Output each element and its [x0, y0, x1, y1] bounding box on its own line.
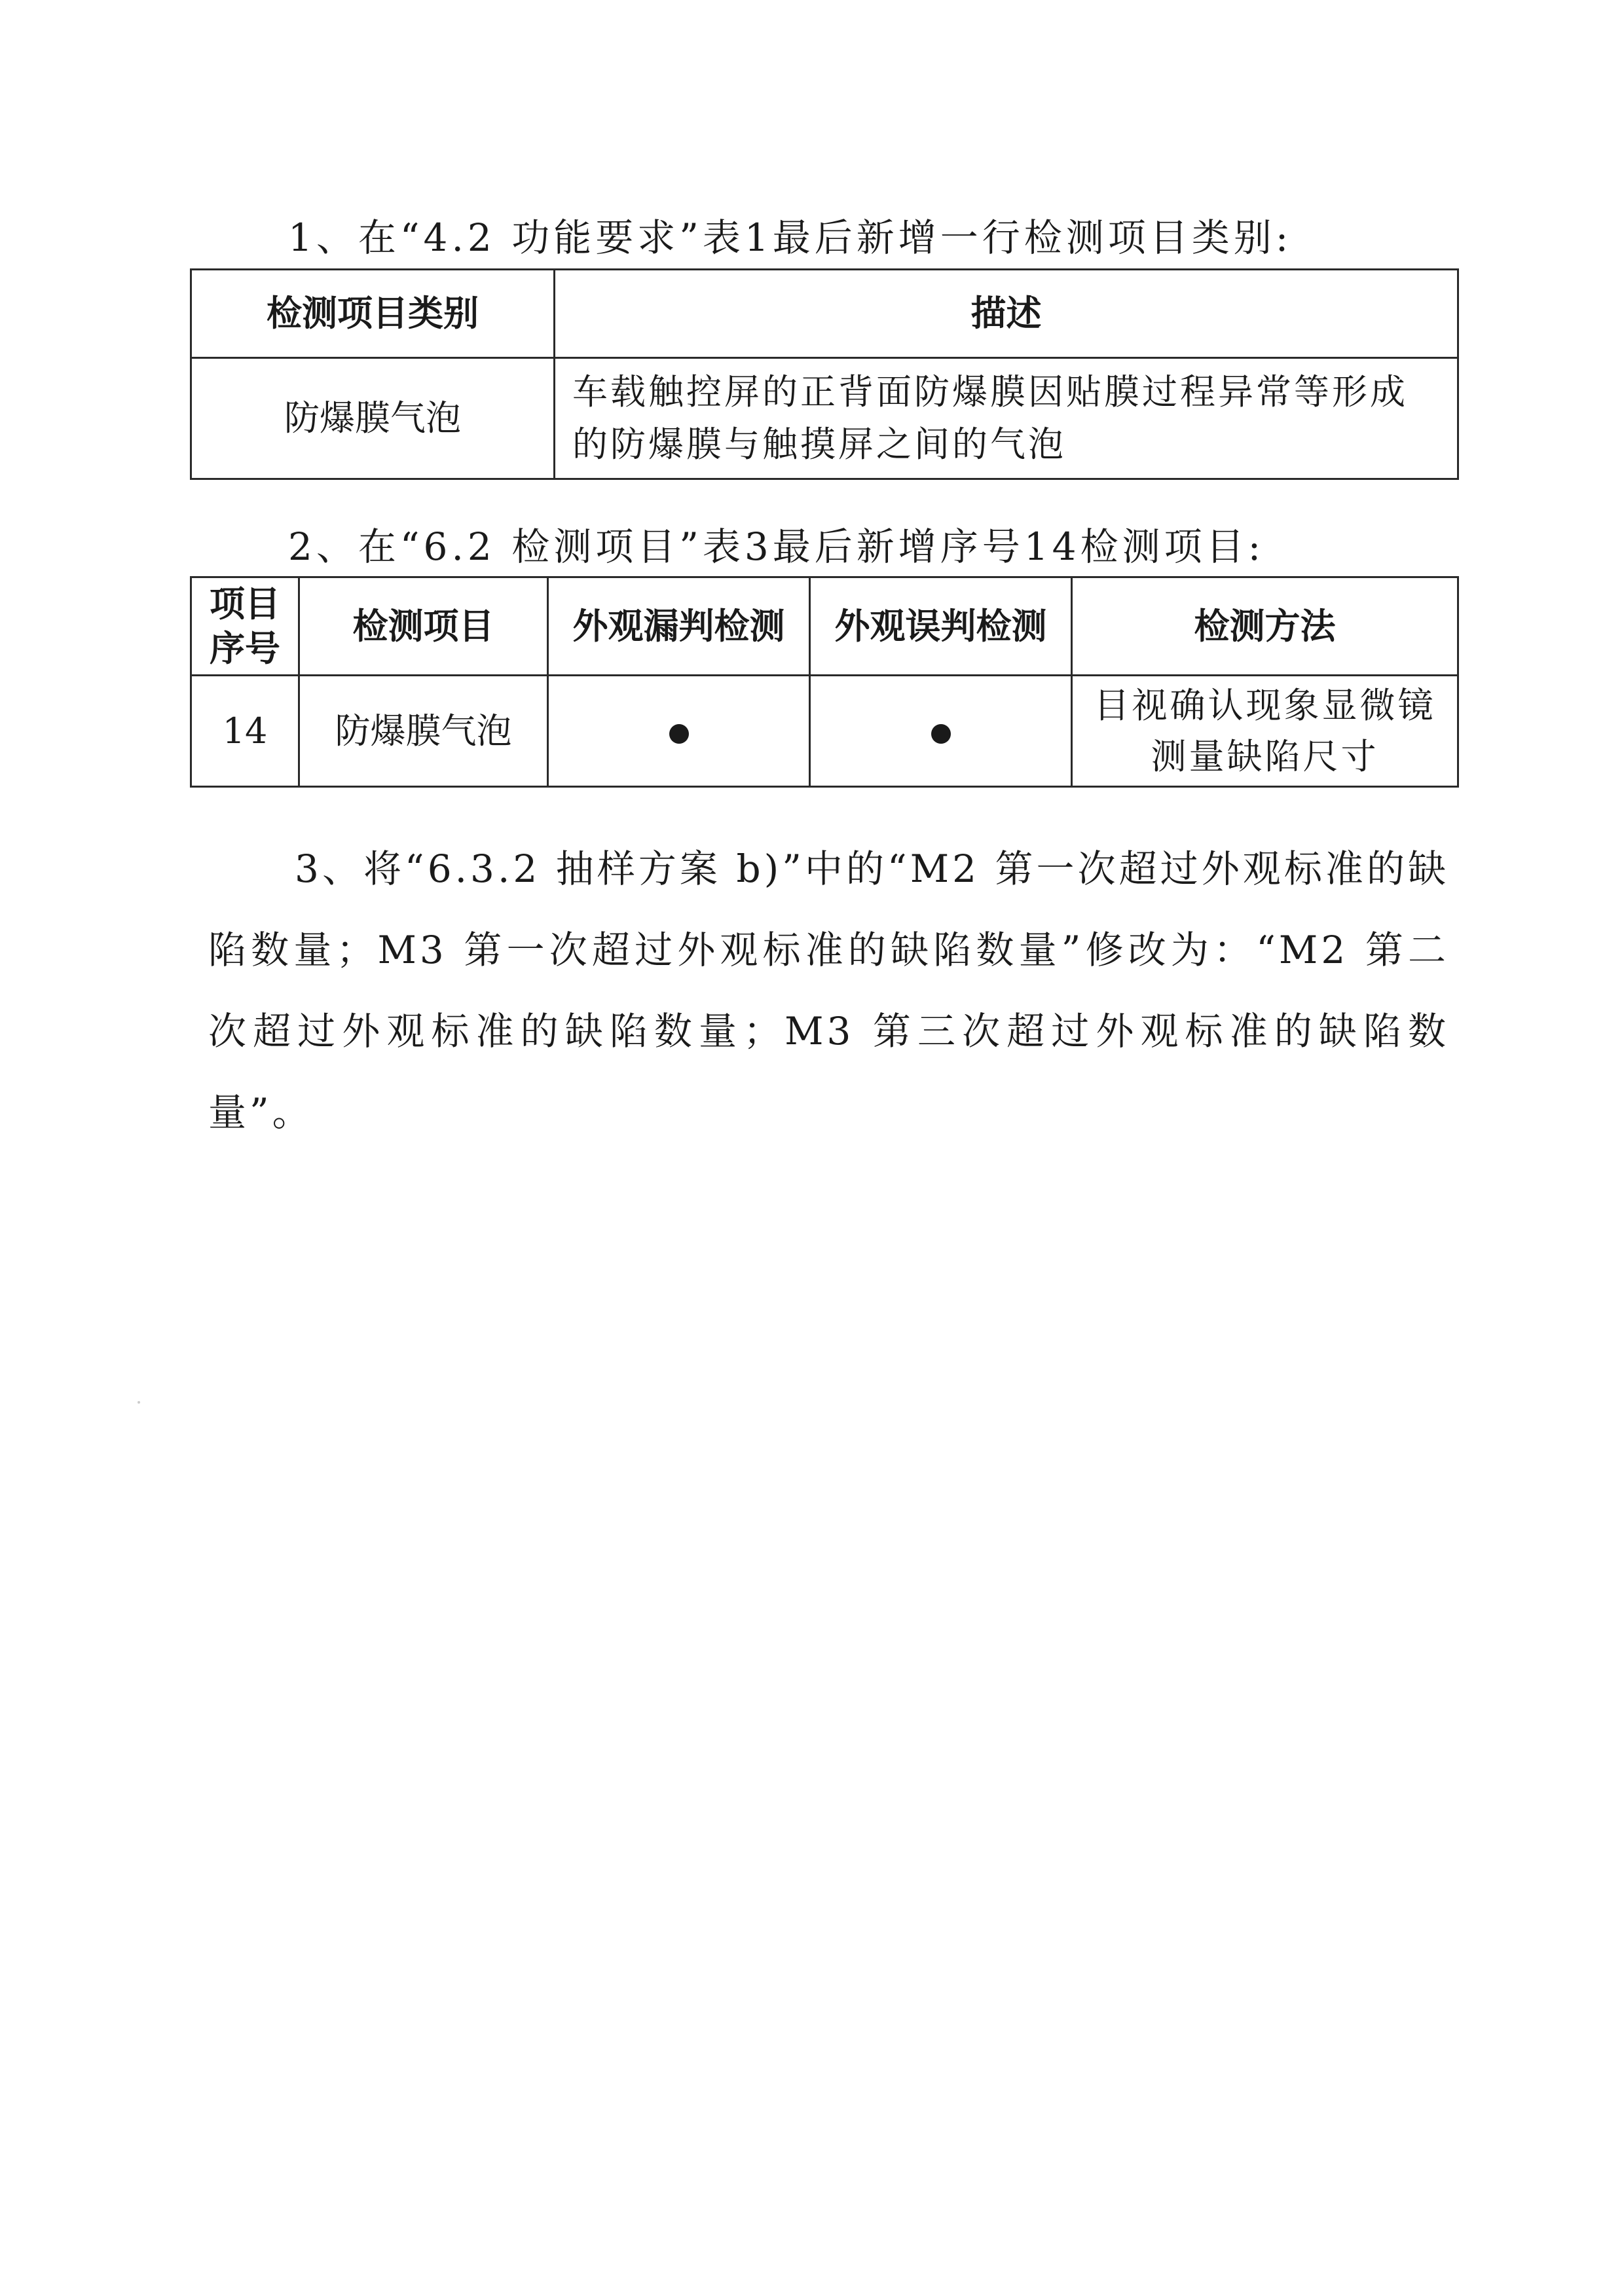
amendment-1-intro: 1、在“4.2 功能要求”表1最后新增一行检测项目类别:: [288, 215, 1293, 260]
header-false-check: 外观误判检测: [810, 577, 1072, 676]
table-header-row: [191, 577, 1458, 676]
header-item: 检测项目: [299, 577, 548, 676]
header-item-no: 项目序号: [191, 577, 299, 676]
table-detection-items: [190, 576, 1459, 788]
header-category: 检测项目类别: [191, 270, 555, 358]
cell-item-no: 14: [191, 676, 299, 787]
table-header-row: [191, 270, 1458, 358]
cell-category: 防爆膜气泡: [191, 358, 555, 479]
header-method: 检测方法: [1072, 577, 1458, 676]
bullet-dot-icon: [669, 724, 689, 744]
header-miss-check: 外观漏判检测: [548, 577, 810, 676]
cell-item: 防爆膜气泡: [299, 676, 548, 787]
table-row: [191, 676, 1458, 787]
scan-speck: [138, 1401, 140, 1404]
amendment-2-intro: 2、在“6.2 检测项目”表3最后新增序号14检测项目:: [288, 524, 1265, 569]
cell-description: 车载触控屏的正背面防爆膜因贴膜过程异常等形成的防爆膜与触摸屏之间的气泡: [555, 358, 1458, 479]
cell-false-check: [810, 676, 1072, 787]
table-detection-category: [190, 268, 1459, 480]
amendment-3-text: 3、将“6.3.2 抽样方案 b)”中的“M2 第一次超过外观标准的缺陷数量；M3 第一次超过外观标准的缺陷数量”修改为：“M2 第二次超过外观标准的缺陷数量；M3 第三次超过外观标准的缺陷数量”。: [208, 847, 1449, 1135]
table-row: [191, 358, 1458, 479]
bullet-dot-icon: [931, 724, 951, 744]
cell-miss-check: [548, 676, 810, 787]
cell-method: 目视确认现象显微镜测量缺陷尺寸: [1072, 676, 1458, 787]
header-description: 描述: [555, 270, 1458, 358]
